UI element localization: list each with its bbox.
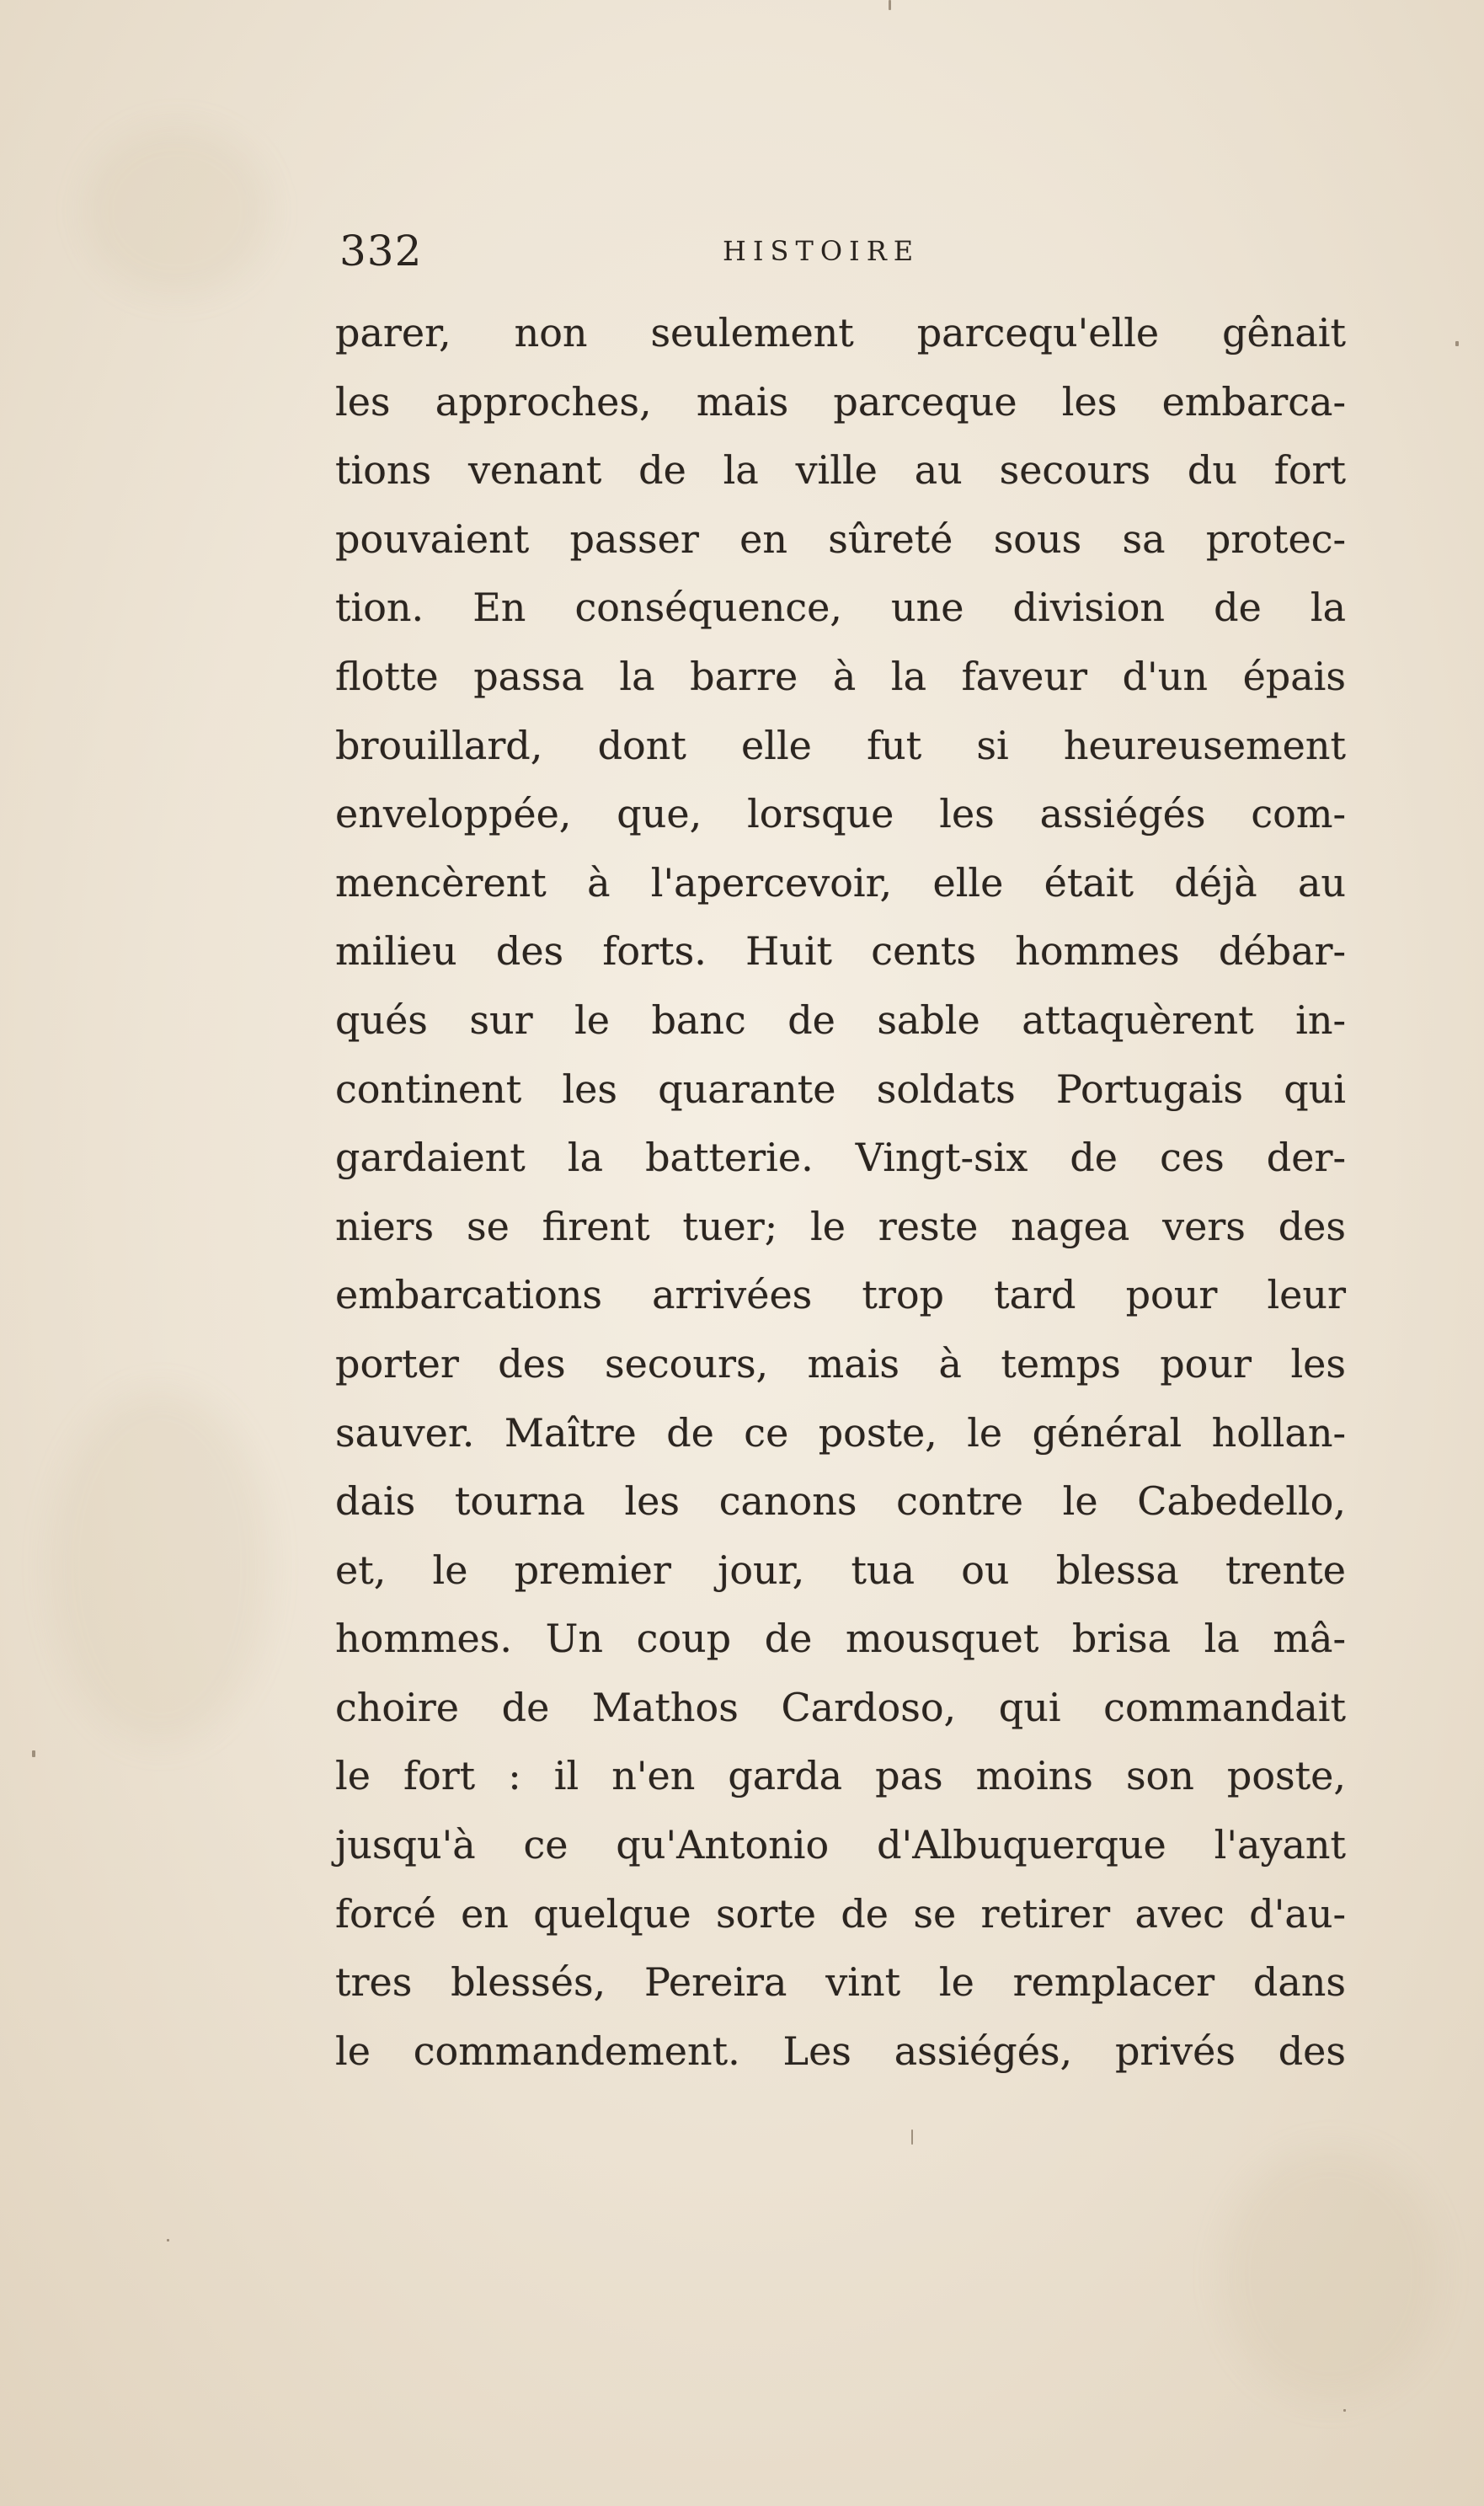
- text-line: milieu des forts. Huit cents hommes débar-: [335, 928, 1346, 975]
- text-line: le commandement. Les assiégés, privés des: [335, 2028, 1346, 2074]
- page-header: [339, 226, 1342, 276]
- text-line: jusqu'à ce qu'Antonio d'Albuquerque l'ayant: [335, 1822, 1346, 1868]
- text-line: forcé en quelque sorte de se retirer avec d'au-: [335, 1890, 1346, 1937]
- text-line: tions venant de la ville au secours du fort: [335, 447, 1346, 494]
- paper-speck: [1343, 2409, 1346, 2412]
- running-head: HISTOIRE: [723, 235, 921, 267]
- text-line: les approches, mais parceque les embarca-: [335, 378, 1346, 425]
- text-line: choire de Mathos Cardoso, qui commandait: [335, 1684, 1346, 1730]
- paper-speck: [911, 2129, 913, 2145]
- paper-stain: [1221, 2148, 1440, 2401]
- text-line: parer, non seulement parcequ'elle gênait: [335, 310, 1346, 355]
- text-line: hommes. Un coup de mousquet brisa la mâ-: [335, 1616, 1346, 1662]
- paper-speck: [32, 1750, 35, 1757]
- text-line: mencèrent à l'apercevoir, elle était déjà au: [335, 859, 1346, 906]
- text-line: brouillard, dont elle fut si heureusement: [335, 722, 1346, 768]
- text-line: porter des secours, mais à temps pour les: [335, 1340, 1346, 1387]
- text-line: dais tourna les canons contre le Cabedello,: [335, 1478, 1346, 1525]
- paper-stain: [51, 1390, 270, 1744]
- text-line: sauver. Maître de ce poste, le général hollan-: [335, 1409, 1346, 1456]
- body-text: [335, 299, 1346, 2086]
- paper-speck: [167, 2239, 169, 2242]
- text-line: pouvaient passer en sûreté sous sa protec-: [335, 516, 1346, 562]
- paper-stain: [84, 126, 270, 295]
- text-line: flotte passa la barre à la faveur d'un épais: [335, 653, 1346, 699]
- page-number: 332: [339, 227, 423, 275]
- text-line: embarcations arrivées trop tard pour leur: [335, 1272, 1346, 1318]
- text-line: enveloppée, que, lorsque les assiégés com-: [335, 791, 1346, 837]
- text-line: et, le premier jour, tua ou blessa trente: [335, 1547, 1346, 1593]
- text-line: le fort : il n'en garda pas moins son poste,: [335, 1753, 1346, 1799]
- text-line: tres blessés, Pereira vint le remplacer dans: [335, 1959, 1346, 2006]
- text-line: gardaient la batterie. Vingt-six de ces der-: [335, 1135, 1346, 1181]
- text-line: niers se firent tuer; le reste nagea vers des: [335, 1203, 1346, 1249]
- text-line: qués sur le banc de sable attaquèrent in-: [335, 997, 1346, 1043]
- text-line: tion. En conséquence, une division de la: [335, 585, 1346, 631]
- paper-speck: [1455, 341, 1459, 346]
- text-line: continent les quarante soldats Portugais qui: [335, 1066, 1346, 1112]
- paper-speck: [889, 0, 891, 10]
